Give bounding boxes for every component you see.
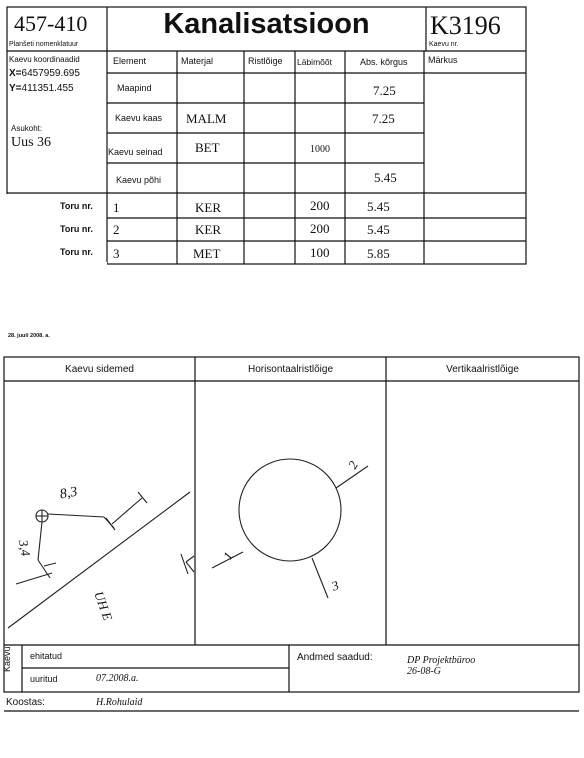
y-label: Y= [9,83,22,94]
well-number-label: Kaevu nr. [429,41,459,48]
compiler-label: Koostas: [6,697,45,708]
side-label: Kaevu [2,646,12,672]
pipe-material: MET [193,246,221,261]
pipe-no: 3 [113,246,120,261]
pipe-material: KER [195,222,221,237]
y-value: 411351.455 [21,83,74,94]
col-material: Materjal [181,56,214,66]
data-from-value: DP Projektbüroo [407,655,476,666]
row-height: 5.45 [374,170,397,185]
location-label: Asukoht: [11,124,43,133]
col-diameter: Läbimõõt [297,57,332,67]
data-from-label: Andmed saadud: [297,652,373,663]
pipe-material: KER [195,200,221,215]
row-element: Kaevu kaas [115,113,163,123]
row-height: 7.25 [372,111,395,126]
data-from-code: 26-08-G [407,666,441,677]
pipe-height: 5.45 [367,222,390,237]
row-element: Maapind [117,83,152,93]
note-dist2: 3,4 [15,538,34,558]
well-number: K3196 [430,11,501,40]
note-dist1: 8,3 [58,484,79,503]
pipe-no: 2 [113,222,120,237]
pipe-label: Toru nr. [60,201,93,211]
row-diameter: 1000 [310,144,330,155]
note-pipe-1: 1 [219,549,236,563]
nomenclature: 457-410 [14,11,88,36]
page-title: Kanalisatsioon [163,8,370,40]
sketch-col-horizontal: Horisontaalristlõige [247,364,334,375]
col-height: Abs. kõrgus [360,57,408,67]
col-remark: Märkus [428,55,458,65]
horizontal-section-sketch [181,459,368,598]
x-label: X= [9,68,22,79]
pipe-diameter: 200 [310,221,330,236]
row-element: Kaevu põhi [116,175,162,185]
note-street: UH E [91,589,116,623]
date-stamp: 28. juuli 2008. a. [8,333,50,339]
renewed-value: 07.2008.a. [96,673,139,684]
coords-label: Kaevu koordinaadid [9,55,80,64]
pipe-no: 1 [113,200,120,215]
compiler-value: H.Rohulaid [96,697,143,708]
note-pipe-2: 2 [344,458,361,472]
built-label: ehitatud [30,651,63,661]
pipe-label: Toru nr. [60,224,93,234]
col-element: Element [113,56,147,66]
col-section: Ristlõige [248,56,283,66]
row-element: Kaevu seinad [108,147,163,157]
renewed-label: uuritud [30,674,58,684]
row-material: MALM [186,111,227,126]
pipe-diameter: 100 [310,245,330,260]
sketch-col-vertical: Vertikaalristlõige [446,364,519,375]
location-value: Uus 36 [11,135,52,150]
row-material: BET [195,140,220,155]
x-value: 6457959.695 [21,68,80,79]
pipe-height: 5.45 [367,199,390,214]
sketch-col-ties: Kaevu sidemed [65,364,134,375]
pipe-diameter: 200 [310,198,330,213]
nomenclature-label: Planšeti nomenklatuur [9,41,79,48]
row-height: 7.25 [373,83,396,98]
pipe-label: Toru nr. [60,247,93,257]
pipe-height: 5.85 [367,246,390,261]
note-pipe-3: 3 [329,577,341,594]
